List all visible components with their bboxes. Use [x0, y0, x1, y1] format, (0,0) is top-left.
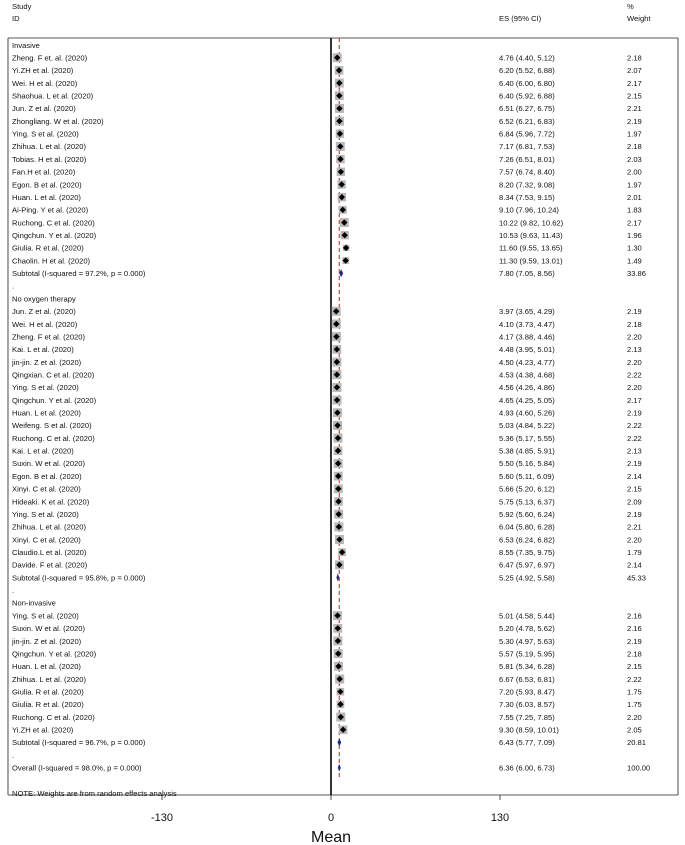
- study-weight: 2.13: [627, 446, 642, 456]
- study-label: Suxin. W et al. (2020): [12, 459, 86, 469]
- study-weight: 2.19: [627, 636, 642, 646]
- study-weight: 2.05: [627, 725, 642, 735]
- study-es-ci: 5.92 (5.60, 6.24): [499, 509, 555, 519]
- study-weight: 2.22: [627, 370, 642, 380]
- note-text: NOTE: Weights are from random effects analysis: [12, 788, 177, 798]
- overall-weight: 100.00: [627, 763, 651, 773]
- study-label: Ying. S et al. (2020): [12, 611, 79, 621]
- subtotal-label: Subtotal (I-squared = 97.2%, p = 0.000): [12, 269, 146, 279]
- study-es-ci: 6.40 (5.92, 6.88): [499, 91, 555, 101]
- header-study: Study: [12, 2, 32, 11]
- study-es-ci: 5.38 (4.85, 5.91): [499, 446, 555, 456]
- study-es-ci: 7.26 (6.51, 8.01): [499, 154, 555, 164]
- study-weight: 2.22: [627, 421, 642, 431]
- study-es-ci: 5.50 (5.16, 5.84): [499, 459, 555, 469]
- study-es-ci: 5.20 (4.78, 5.62): [499, 624, 555, 634]
- study-es-ci: 6.51 (6.27, 6.75): [499, 104, 555, 114]
- study-es-ci: 5.30 (4.97, 5.63): [499, 636, 555, 646]
- study-es-ci: 11.30 (9.59, 13.01): [499, 256, 563, 266]
- study-es-ci: 6.53 (6.24, 6.82): [499, 535, 555, 545]
- study-es-ci: 4.48 (3.95, 5.01): [499, 345, 555, 355]
- study-weight: 1.96: [627, 231, 642, 240]
- x-tick-label: 130: [490, 812, 510, 824]
- study-weight: 2.19: [627, 116, 642, 126]
- study-label: Kai. L et al. (2020): [12, 446, 74, 456]
- study-es-ci: 8.55 (7.35, 9.75): [499, 548, 555, 557]
- subtotal-weight: 20.81: [627, 738, 647, 748]
- study-es-ci: 4.10 (3.73, 4.47): [499, 319, 555, 329]
- study-es-ci: 6.52 (6.21, 6.83): [499, 116, 555, 126]
- study-label: Qingchun. Y et al. (2020): [12, 649, 97, 659]
- study-label: Xinyi. C et al. (2020): [12, 484, 81, 494]
- subtotal-label: Subtotal (I-squared = 95.8%, p = 0.000): [12, 573, 146, 583]
- study-weight: 1.79: [627, 548, 642, 557]
- study-label: Ying. S et al. (2020): [12, 129, 79, 139]
- study-es-ci: 3.97 (3.65, 4.29): [499, 307, 555, 317]
- study-label: Davide. F et al. (2020): [12, 560, 88, 570]
- study-weight: 2.19: [627, 509, 642, 519]
- study-label: Ying. S et al. (2020): [12, 383, 79, 393]
- study-weight: 2.21: [627, 522, 642, 532]
- study-es-ci: 9.30 (8.59, 10.01): [499, 725, 559, 735]
- study-label: jin-jin. Z et al. (2020): [12, 636, 82, 646]
- study-label: Suxin. W et al. (2020): [12, 624, 86, 634]
- study-es-ci: 4.17 (3.88, 4.46): [499, 332, 555, 342]
- group-separator: .: [12, 281, 15, 291]
- study-weight: 2.16: [627, 624, 642, 634]
- study-label: Zhihua. L et al. (2020): [12, 522, 87, 532]
- header-es: ES (95% CI): [499, 14, 542, 23]
- study-weight: 2.13: [627, 345, 642, 355]
- study-es-ci: 8.20 (7.32, 9.08): [499, 180, 555, 190]
- study-es-ci: 4.76 (4.40, 5.12): [499, 53, 555, 63]
- study-label: Fan.H et al. (2020): [12, 167, 76, 177]
- group-label: Invasive: [12, 40, 40, 50]
- study-es-ci: 6.20 (5.52, 6.88): [499, 66, 555, 76]
- study-label: Zhongliang. W et al. (2020): [12, 116, 104, 126]
- study-label: Ruchong. C et al. (2020): [12, 218, 95, 228]
- study-label: Zhihua. L et al. (2020): [12, 674, 87, 684]
- study-label: Xinyi. C et al. (2020): [12, 535, 81, 545]
- study-label: Qingchun. Y et al. (2020): [12, 231, 97, 240]
- study-es-ci: 5.66 (5.20, 6.12): [499, 484, 555, 494]
- study-weight: 2.15: [627, 484, 642, 494]
- study-weight: 2.17: [627, 218, 642, 228]
- study-weight: 1.49: [627, 256, 642, 266]
- subtotal-es-ci: 5.25 (4.92, 5.58): [499, 573, 555, 583]
- study-label: Huan. L et al. (2020): [12, 662, 81, 672]
- study-es-ci: 7.17 (6.81, 7.53): [499, 142, 555, 152]
- study-weight: 2.18: [627, 319, 642, 329]
- header-id: ID: [12, 14, 20, 23]
- study-es-ci: 9.10 (7.96, 10.24): [499, 205, 559, 215]
- study-weight: 2.18: [627, 53, 642, 63]
- study-label: Yi.ZH et al. (2020): [12, 725, 74, 735]
- study-weight: 2.17: [627, 78, 642, 88]
- subtotal-weight: 45.33: [627, 573, 647, 583]
- study-label: Ruchong. C et al. (2020): [12, 712, 95, 722]
- study-weight: 2.15: [627, 662, 642, 672]
- study-label: Giulia. R et al. (2020): [12, 700, 84, 710]
- study-label: Qingchun. Y et al. (2020): [12, 395, 97, 405]
- group-separator: .: [12, 586, 15, 596]
- study-label: Weifeng. S et al. (2020): [12, 421, 92, 431]
- study-es-ci: 6.84 (5.96, 7.72): [499, 129, 555, 139]
- study-label: Yi.ZH et al. (2020): [12, 66, 74, 76]
- study-es-ci: 5.01 (4.58, 5.44): [499, 611, 555, 621]
- x-tick-label: -130: [150, 812, 174, 824]
- study-label: Zheng. F et al. (2020): [12, 332, 86, 342]
- study-weight: 2.16: [627, 611, 642, 621]
- study-es-ci: 7.20 (5.93, 8.47): [499, 687, 555, 697]
- study-label: Huan. L et al. (2020): [12, 192, 81, 202]
- study-es-ci: 5.03 (4.84, 5.22): [499, 421, 555, 431]
- study-label: Jun. Z et al. (2020): [12, 307, 76, 317]
- study-es-ci: 5.75 (5.13, 6.37): [499, 497, 555, 507]
- study-weight: 2.20: [627, 332, 642, 342]
- study-label: Chaolin. H et al. (2020): [12, 256, 91, 266]
- study-label: Zhihua. L et al. (2020): [12, 142, 87, 152]
- study-weight: 2.03: [627, 154, 642, 164]
- study-weight: 2.20: [627, 535, 642, 545]
- overall-label: Overall (I-squared = 98.0%, p = 0.000): [12, 763, 142, 773]
- study-es-ci: 4.53 (4.38, 4.68): [499, 370, 555, 380]
- header-pct: %: [627, 2, 634, 11]
- study-es-ci: 5.60 (5.11, 6.09): [499, 471, 555, 481]
- header-weight: Weight: [627, 14, 651, 23]
- study-weight: 2.20: [627, 383, 642, 393]
- subtotal-es-ci: 7.80 (7.05, 8.56): [499, 269, 555, 279]
- study-weight: 2.22: [627, 433, 642, 443]
- study-es-ci: 8.34 (7.53, 9.15): [499, 192, 555, 202]
- study-weight: 2.14: [627, 471, 642, 481]
- group-label: No oxygen therapy: [12, 294, 76, 304]
- study-label: jin-jin. Z et al. (2020): [12, 357, 82, 367]
- subtotal-weight: 33.86: [627, 269, 647, 279]
- study-weight: 2.00: [627, 167, 642, 177]
- study-es-ci: 4.56 (4.26, 4.86): [499, 383, 555, 393]
- study-label: Ai-Ping. Y et al. (2020): [12, 205, 89, 215]
- study-weight: 2.19: [627, 307, 642, 317]
- study-es-ci: 6.40 (6.00, 6.80): [499, 78, 555, 88]
- study-es-ci: 4.65 (4.25, 5.05): [499, 395, 555, 405]
- study-es-ci: 5.36 (5.17, 5.55): [499, 433, 555, 443]
- study-es-ci: 10.22 (9.82, 10.62): [499, 218, 564, 228]
- study-weight: 2.20: [627, 357, 642, 367]
- study-weight: 1.97: [627, 180, 642, 190]
- study-weight: 1.83: [627, 205, 642, 215]
- study-es-ci: 4.93 (4.60, 5.26): [499, 408, 555, 418]
- study-label: Jun. Z et al. (2020): [12, 104, 76, 114]
- study-label: Ruchong. C et al. (2020): [12, 433, 95, 443]
- study-label: Wei. H et al. (2020): [12, 319, 78, 329]
- study-es-ci: 7.30 (6.03, 8.57): [499, 700, 555, 710]
- study-weight: 1.75: [627, 700, 642, 710]
- study-label: Giulia. R et al. (2020): [12, 243, 84, 253]
- overall-diamond: [338, 764, 341, 772]
- study-es-ci: 6.47 (5.97, 6.97): [499, 560, 555, 570]
- study-label: Wei. H et al. (2020): [12, 78, 78, 88]
- study-weight: 2.15: [627, 91, 642, 101]
- study-weight: 2.18: [627, 142, 642, 152]
- study-es-ci: 10.53 (9.63, 11.43): [499, 231, 563, 240]
- study-weight: 1.97: [627, 129, 642, 139]
- overall-es-ci: 6.36 (6.00, 6.73): [499, 763, 555, 773]
- study-weight: 2.07: [627, 66, 642, 76]
- study-label: Zheng. F et. al. (2020): [12, 53, 88, 63]
- study-es-ci: 5.81 (5.34, 6.28): [499, 662, 555, 672]
- study-label: Qingxian. C et al. (2020): [12, 370, 95, 380]
- study-es-ci: 7.55 (7.25, 7.85): [499, 712, 555, 722]
- study-es-ci: 7.57 (6.74, 8.40): [499, 167, 555, 177]
- study-es-ci: 4.50 (4.23, 4.77): [499, 357, 555, 367]
- study-weight: 2.01: [627, 192, 642, 202]
- study-weight: 1.30: [627, 243, 642, 253]
- study-weight: 2.17: [627, 395, 642, 405]
- x-axis-title: Mean: [310, 829, 352, 845]
- x-tick-label: 0: [327, 812, 335, 824]
- group-separator: .: [12, 750, 15, 760]
- group-label: Non-invasive: [12, 598, 56, 608]
- study-weight: 2.19: [627, 459, 642, 469]
- study-es-ci: 11.60 (9.55, 13.65): [499, 243, 563, 253]
- subtotal-es-ci: 6.43 (5.77, 7.09): [499, 738, 555, 748]
- study-es-ci: 6.04 (5.80, 6.28): [499, 522, 555, 532]
- study-label: Tobias. H et al. (2020): [12, 154, 87, 164]
- study-es-ci: 6.67 (6.53, 6.81): [499, 674, 555, 684]
- study-weight: 2.20: [627, 712, 642, 722]
- subtotal-diamond: [338, 738, 342, 746]
- study-label: Giulia. R et al. (2020): [12, 687, 84, 697]
- study-label: Shaohua. L et al. (2020): [12, 91, 94, 101]
- study-weight: 2.14: [627, 560, 642, 570]
- study-label: Ying. S et al. (2020): [12, 509, 79, 519]
- study-weight: 2.22: [627, 674, 642, 684]
- subtotal-label: Subtotal (I-squared = 96.7%, p = 0.000): [12, 738, 146, 748]
- study-label: Huan. L et al. (2020): [12, 408, 81, 418]
- study-label: Claudio.L et al. (2020): [12, 548, 87, 557]
- study-weight: 2.21: [627, 104, 642, 114]
- study-label: Egon. B et al. (2020): [12, 180, 82, 190]
- study-label: Egon. B et al. (2020): [12, 471, 82, 481]
- study-es-ci: 5.57 (5.19, 5.95): [499, 649, 555, 659]
- study-weight: 2.18: [627, 649, 642, 659]
- study-weight: 2.19: [627, 408, 642, 418]
- study-weight: 2.09: [627, 497, 642, 507]
- study-label: Hideaki. K et al. (2020): [12, 497, 90, 507]
- study-weight: 1.75: [627, 687, 642, 697]
- study-label: Kai. L et al. (2020): [12, 345, 74, 355]
